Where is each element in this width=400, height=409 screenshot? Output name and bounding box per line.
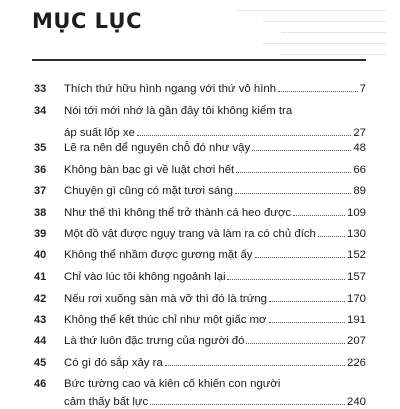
dot-leader [255,248,345,258]
dot-leader [269,313,345,323]
page-number: 130 [346,228,366,240]
title-divider [32,59,366,61]
page-number: 48 [353,142,366,154]
dot-leader [318,227,345,237]
chapter-number: 46 [34,378,47,390]
page-number: 27 [353,127,366,139]
dot-leader [235,184,351,194]
dot-leader [278,82,358,92]
dot-leader [150,395,345,405]
page-number: 109 [346,207,366,219]
chapter-title-continued: cảm thấy bất lực [64,396,149,408]
chapter-title: Một đồ vật được ngụy trang và làm ra có chủ đích [64,228,316,240]
chapter-title: Là thứ luôn đặc trưng của người đó [64,335,245,347]
chapter-title: Không thể nhầm được gương mặt ấy [64,249,253,261]
page-number: 226 [346,357,366,369]
chapter-title: Không bàn bạc gì về luật chơi hết [64,164,235,176]
chapter-title: Thích thứ hữu hình ngang với thứ vô hình [64,83,277,95]
page-number: 66 [353,164,366,176]
chapter-number: 39 [34,228,47,240]
dot-leader [246,334,345,344]
dot-leader [137,126,351,136]
page-number: 7 [359,83,366,95]
page-number: 89 [353,185,366,197]
dot-leader [293,206,345,216]
chapter-title: Chuyện gì cũng có mặt tươi sáng [64,185,233,197]
chapter-number: 34 [34,105,47,117]
chapter-number: 40 [34,249,47,261]
chapter-title: Bức tường cao và kiên cố khiến con người [64,378,281,390]
page-number: 240 [346,396,366,408]
chapter-number: 45 [34,357,47,369]
page-number: 207 [346,335,366,347]
page-number: 152 [346,249,366,261]
chapter-number: 42 [34,293,47,305]
chapter-number: 41 [34,271,47,283]
page-number: 170 [346,293,366,305]
chapter-title-continued: áp suất lốp xe [64,127,135,139]
dot-leader [252,141,351,151]
dot-leader [165,356,345,366]
chapter-title: Chỉ vào lúc tôi không ngoảnh lại [64,271,226,283]
chapter-title: Như thế thì không thể trở thành cá heo được [64,207,292,219]
chapter-title: Lẽ ra nên để nguyên chỗ đó như vậy [64,142,251,154]
chapter-number: 35 [34,142,47,154]
dot-leader [269,292,345,302]
chapter-number: 43 [34,314,47,326]
chapter-number: 38 [34,207,47,219]
page-title: MỤC LỤC [32,9,143,33]
page-number: 191 [346,314,366,326]
chapter-title: Nếu rơi xuống sàn mà vỡ thì đó là trứng [64,293,268,305]
page-number: 157 [346,271,366,283]
chapter-title: Có gì đó sắp xảy ra [64,357,163,369]
chapter-number: 44 [34,335,47,347]
dot-leader [227,270,345,280]
bleed-through-text [236,0,386,64]
chapter-number: 33 [34,83,47,95]
dot-leader [236,163,351,173]
chapter-title: Không thể kết thúc chỉ như một giấc mơ [64,314,267,326]
chapter-title: Nói tới mới nhớ là gần đây tôi không kiểm tra [64,105,293,117]
chapter-number: 37 [34,185,47,197]
chapter-number: 36 [34,164,47,176]
